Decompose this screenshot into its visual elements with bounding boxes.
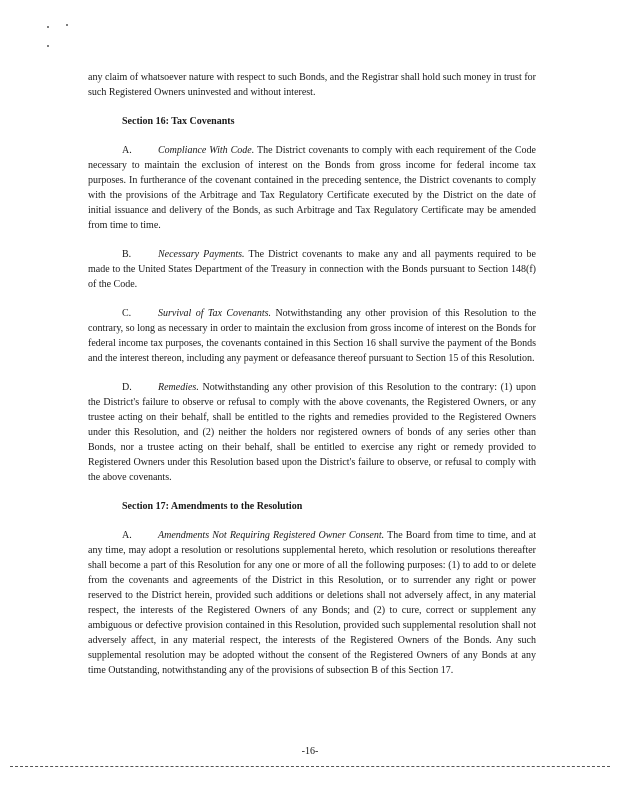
section-16-a-paragraph [88,143,536,233]
section-17-a-paragraph [88,528,536,678]
section-17-a-text: The Board from time to time, and at any time, may adopt a resolution or resolutions supplemental hereto, which resolution or resolutions thereafter shall become a part of this Resolution for any one or more of all the following purposes: (1) to add to or delete from the covenants and agreements of the District in this Resolution, or to surrender any right or power reserved to the District herein, provided such additions or deletions shall not adversely affect, in any material respect, the interests of the Registered Owners of any Bonds; and (2) to cure, correct or supplement any ambiguous or defective provision contained in this Resolution, provided such supplemental resolution shall not adversely affect, in any material respect, the interests of the Registered Owners of the Bonds. Any such supplemental resolution may be adopted without the consent of the Registered Owners of any Bonds at any time Outstanding, notwithstanding any of the provisions of subsection B of this Section 17. [88,530,536,676]
section-16-b-title: Necessary Payments. [158,249,245,260]
section-16-b-paragraph [88,247,536,292]
section-16-a-label: A. [122,145,132,156]
section-16-b-text: The District covenants to make any and all payments required to be made to the United States Department of the Treasury in connection with the Bonds pursuant to Section 148(f) of the Code. [88,249,536,290]
page-number: -16- [301,746,319,757]
intro-paragraph: any claim of whatsoever nature with respect to such Bonds, and the Registrar shall hold such money in trust for such Registered Owners uninvested and without interest. [88,72,536,98]
section-16-c-title: Survival of Tax Covenants. [158,308,272,319]
section-16-d-title: Remedies. [158,382,199,393]
scan-speck [47,45,49,47]
scan-speck [47,26,49,28]
section-16-d-text: Notwithstanding any other provision of this Resolution to the contrary: (1) upon the District's failure to observe or refusal to comply with the above covenants, the Registered Owners, or any trustee acting on their behalf, shall be entitled to the rights and remedies provided to the Registered Owners under this Resolution, and (2) neither the holders nor registered owners of bonds of any series other than Bonds, nor a trustee acting on their behalf, shall be entitled to exercise any right or remedy provided to Registered Owners under this Resolution based upon the District's failure to observe, or refusal to comply with the above covenants. [88,382,536,483]
section-16-b-label: B. [122,249,132,260]
document-body [88,70,536,692]
section-16-d-paragraph [88,380,536,485]
footer-rule [10,766,610,767]
section-17-a-label: A. [122,530,132,541]
section-16-heading: Section 16: Tax Covenants [122,116,235,127]
scan-speck [66,24,68,26]
section-17-heading: Section 17: Amendments to the Resolution [122,501,303,512]
section-16-a-text: The District covenants to comply with each requirement of the Code necessary to maintain the exclusion of interest on the Bonds from gross income for federal income tax purposes. In furtherance of the covenant contained in the preceding sentence, the District covenants to comply with the provisions of the Arbitrage and Tax Regulatory Certificate executed by the District on the date of initial issuance and delivery of the Bonds, as such Arbitrage and Tax Regulatory Certificate may be amended from time to time. [88,145,536,231]
section-16-c-label: C. [122,308,132,319]
section-16-a-title: Compliance With Code. [158,145,255,156]
section-16-d-label: D. [122,382,132,393]
section-16-c-paragraph [88,306,536,366]
section-17-a-title: Amendments Not Requiring Registered Owner Consent. [158,530,385,541]
section-16-c-text: Notwithstanding any other provision of this Resolution to the contrary, so long as necessary in order to maintain the exclusion from gross income of interest on the Bonds for federal income tax purposes, the covenants contained in this Section 16 shall survive the payment of the Bonds and the interest thereon, including any payment or defeasance thereof pursuant to Section 15 of this Resolution. [88,308,537,364]
